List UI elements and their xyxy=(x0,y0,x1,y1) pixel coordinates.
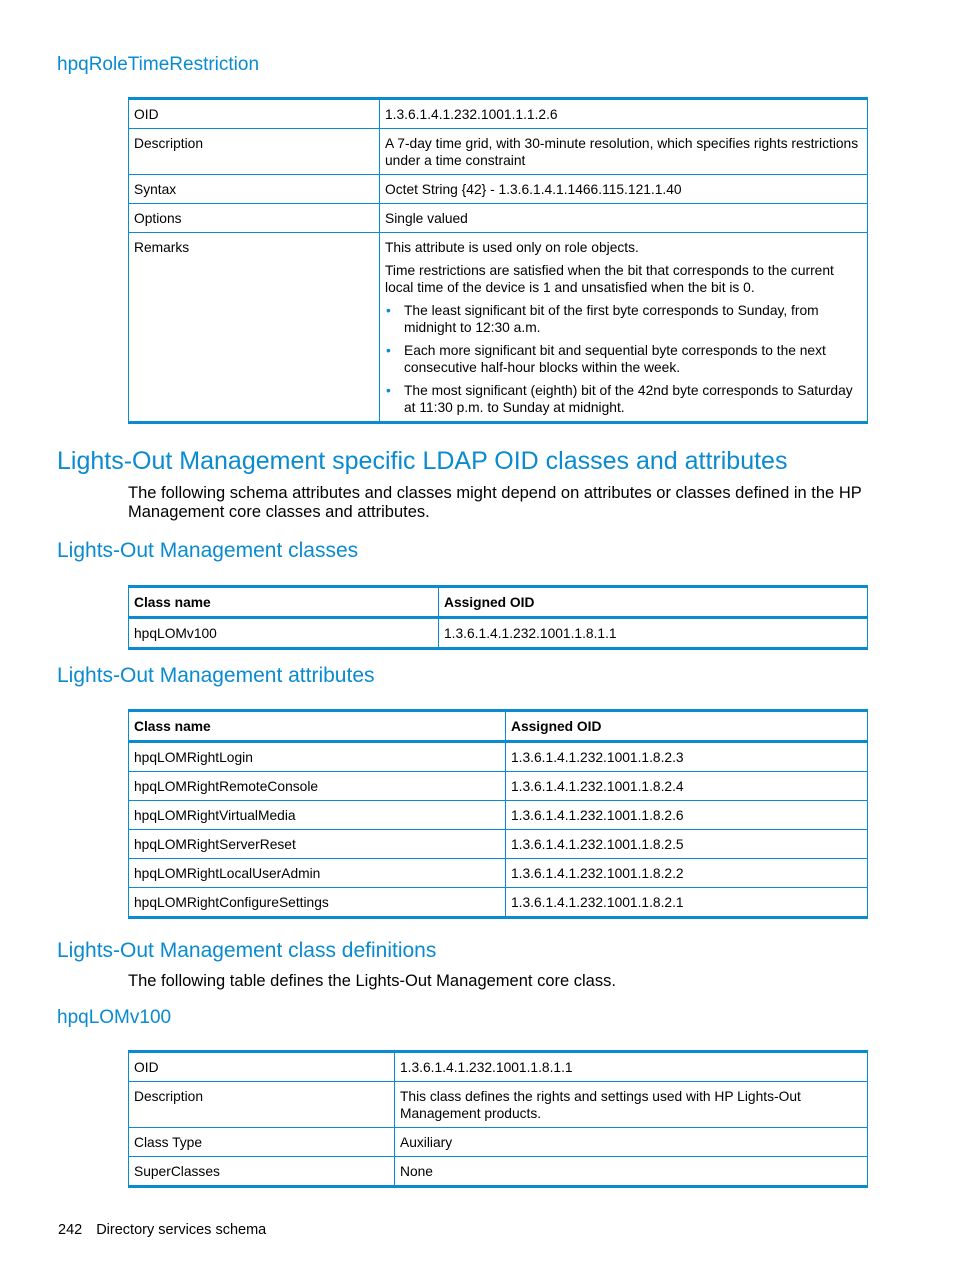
table-row xyxy=(129,1128,868,1157)
table-row xyxy=(129,801,868,830)
row-label: Syntax xyxy=(129,175,380,204)
row-value: This class defines the rights and settings used with HP Lights-Out Management products. xyxy=(395,1082,868,1128)
oid-cell: 1.3.6.1.4.1.232.1001.1.8.2.6 xyxy=(506,801,868,830)
remarks-cell xyxy=(380,233,868,423)
oid-cell: 1.3.6.1.4.1.232.1001.1.8.2.1 xyxy=(506,888,868,918)
list-item-text: The most significant (eighth) bit of the 42nd byte corresponds to Saturday at 11:30 p.m. to Sunday at midnight. xyxy=(404,383,853,415)
table-row xyxy=(129,888,868,918)
table-row xyxy=(129,742,868,772)
lomv100-table xyxy=(128,1050,868,1188)
bullet-icon: • xyxy=(386,383,391,398)
row-label: OID xyxy=(129,1052,395,1082)
row-label: Class Type xyxy=(129,1128,395,1157)
row-label: Options xyxy=(129,204,380,233)
class-name-cell: hpqLOMRightVirtualMedia xyxy=(129,801,506,830)
attributes-heading: Lights-Out Management attributes xyxy=(57,664,375,687)
oid-cell: 1.3.6.1.4.1.232.1001.1.8.1.1 xyxy=(439,618,868,649)
role-time-restriction-table xyxy=(128,97,868,424)
table-row xyxy=(129,1052,868,1082)
row-label: Remarks xyxy=(129,233,380,423)
oid-cell: 1.3.6.1.4.1.232.1001.1.8.2.5 xyxy=(506,830,868,859)
table-row xyxy=(129,99,868,129)
oid-cell: 1.3.6.1.4.1.232.1001.1.8.2.3 xyxy=(506,742,868,772)
row-value: 1.3.6.1.4.1.232.1001.1.1.2.6 xyxy=(380,99,868,129)
page-footer xyxy=(58,1222,266,1238)
table-row xyxy=(129,1082,868,1128)
section-heading-lomv100: hpqLOMv100 xyxy=(57,1007,172,1028)
class-definitions-heading: Lights-Out Management class definitions xyxy=(57,939,437,962)
table-header-row xyxy=(129,711,868,742)
row-label: Description xyxy=(129,129,380,175)
row-value: Octet String {42} - 1.3.6.1.4.1.1466.115.121.1.40 xyxy=(380,175,868,204)
table-row xyxy=(129,175,868,204)
page-number: 242 xyxy=(58,1222,83,1238)
class-name-cell: hpqLOMRightRemoteConsole xyxy=(129,772,506,801)
lom-attributes-table xyxy=(128,709,868,919)
lom-classes-table xyxy=(128,585,868,650)
column-header-class-name: Class name xyxy=(129,587,439,618)
list-item xyxy=(385,342,862,376)
class-name-cell: hpqLOMRightLogin xyxy=(129,742,506,772)
main-intro-paragraph: The following schema attributes and classes might depend on attributes or classes defined in the HP Management core classes and attributes. xyxy=(128,484,862,521)
table-row xyxy=(129,129,868,175)
main-heading: Lights-Out Management specific LDAP OID classes and attributes xyxy=(57,447,788,475)
row-label: Description xyxy=(129,1082,395,1128)
table-row xyxy=(129,830,868,859)
table-row xyxy=(129,233,868,423)
row-value: Single valued xyxy=(380,204,868,233)
row-value: None xyxy=(395,1157,868,1187)
list-item xyxy=(385,382,862,416)
row-value: 1.3.6.1.4.1.232.1001.1.8.1.1 xyxy=(395,1052,868,1082)
list-item-text: Each more significant bit and sequential byte corresponds to the next consecutive half-hour blocks within the week. xyxy=(404,343,826,375)
classes-heading: Lights-Out Management classes xyxy=(57,539,359,562)
class-name-cell: hpqLOMRightServerReset xyxy=(129,830,506,859)
list-item xyxy=(385,302,862,336)
column-header-class-name: Class name xyxy=(129,711,506,742)
section-heading-role-time-restriction: hpqRoleTimeRestriction xyxy=(57,54,260,75)
table-row xyxy=(129,772,868,801)
column-header-assigned-oid: Assigned OID xyxy=(506,711,868,742)
row-value: Auxiliary xyxy=(395,1128,868,1157)
column-header-assigned-oid: Assigned OID xyxy=(439,587,868,618)
row-label: SuperClasses xyxy=(129,1157,395,1187)
bullet-icon: • xyxy=(386,303,391,318)
table-row xyxy=(129,618,868,649)
row-label: OID xyxy=(129,99,380,129)
class-name-cell: hpqLOMRightConfigureSettings xyxy=(129,888,506,918)
row-value: A 7-day time grid, with 30-minute resolution, which specifies rights restrictions under a time constraint xyxy=(380,129,868,175)
remarks-paragraph: This attribute is used only on role objects. xyxy=(385,240,639,255)
class-name-cell: hpqLOMv100 xyxy=(129,618,439,649)
remarks-paragraph: Time restrictions are satisfied when the bit that corresponds to the current local time of the device is 1 and unsatisfied when the bit is 0. xyxy=(385,263,834,295)
remarks-bullet-list xyxy=(385,302,862,416)
oid-cell: 1.3.6.1.4.1.232.1001.1.8.2.2 xyxy=(506,859,868,888)
oid-cell: 1.3.6.1.4.1.232.1001.1.8.2.4 xyxy=(506,772,868,801)
table-row xyxy=(129,1157,868,1187)
table-row xyxy=(129,204,868,233)
footer-title: Directory services schema xyxy=(96,1222,267,1238)
class-name-cell: hpqLOMRightLocalUserAdmin xyxy=(129,859,506,888)
table-header-row xyxy=(129,587,868,618)
table-row xyxy=(129,859,868,888)
list-item-text: The least significant bit of the first byte corresponds to Sunday, from midnight to 12:30 a.m. xyxy=(404,303,819,335)
class-definitions-intro: The following table defines the Lights-Out Management core class. xyxy=(128,972,616,990)
bullet-icon: • xyxy=(386,343,391,358)
